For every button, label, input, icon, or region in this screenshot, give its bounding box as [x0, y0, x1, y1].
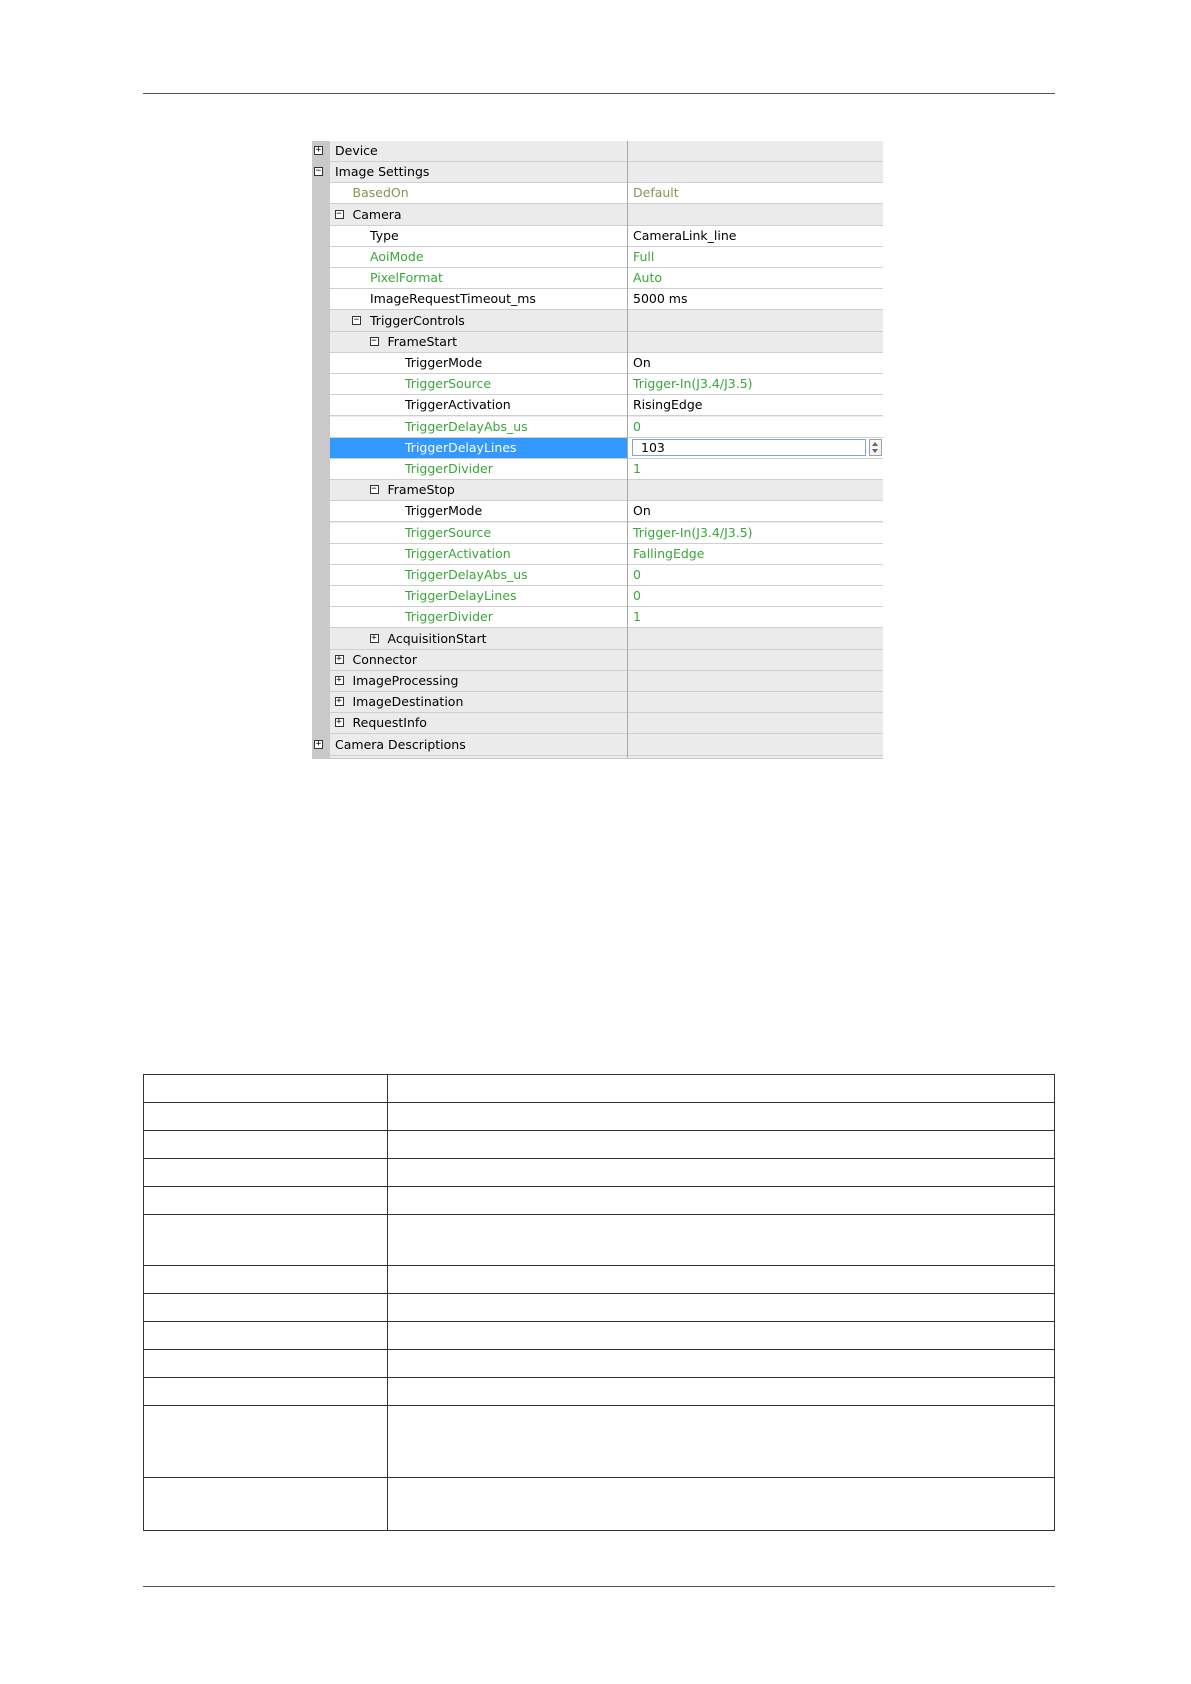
table-row: [144, 1266, 1055, 1294]
collapse-icon[interactable]: −: [353, 314, 360, 325]
property-row[interactable]: [330, 523, 883, 544]
property-row[interactable]: [330, 183, 883, 204]
table-row: [144, 1131, 1055, 1159]
expand-icon[interactable]: +: [315, 145, 322, 155]
table-cell-parameter: [144, 1187, 388, 1215]
expand-icon[interactable]: +: [336, 696, 342, 707]
table-row: [144, 1378, 1055, 1406]
table-cell-description: [388, 1294, 1055, 1322]
property-row[interactable]: [330, 501, 883, 522]
table-cell-description: [388, 1406, 1055, 1478]
category-row[interactable]: [330, 205, 883, 226]
table-cell-parameter: [144, 1406, 388, 1478]
table-cell-parameter: [144, 1378, 388, 1406]
property-name: TriggerDivider: [405, 609, 493, 625]
property-value[interactable]: 1: [633, 461, 641, 476]
collapse-icon[interactable]: −: [315, 166, 322, 177]
property-name: TriggerDelayAbs_us: [405, 418, 528, 434]
spin-down-icon[interactable]: [872, 449, 878, 453]
table-cell-description: [388, 1478, 1055, 1531]
property-value[interactable]: 0: [633, 588, 641, 604]
property-name: TriggerSource: [405, 524, 492, 540]
property-row[interactable]: [330, 289, 883, 310]
table-row: [144, 1103, 1055, 1131]
category-row[interactable]: [330, 713, 883, 734]
expand-icon[interactable]: +: [336, 717, 342, 728]
table-row: [144, 1406, 1055, 1478]
table-row: [144, 1187, 1055, 1215]
property-name: Camera: [352, 206, 402, 222]
table-row: [144, 1294, 1055, 1322]
property-value[interactable]: Trigger-In(J3.4/J3.5): [633, 524, 753, 540]
property-value[interactable]: CameraLink_line: [633, 227, 737, 243]
property-row[interactable]: [330, 544, 883, 565]
property-grid: [312, 141, 883, 759]
property-value[interactable]: Full: [633, 249, 655, 264]
property-row[interactable]: [330, 395, 883, 416]
property-name: TriggerDelayLines: [405, 439, 517, 455]
table-cell-description: [388, 1266, 1055, 1294]
property-value[interactable]: 5000 ms: [633, 291, 688, 307]
property-name: Connector: [352, 651, 417, 667]
property-row[interactable]: [330, 268, 883, 289]
value-edit-field[interactable]: [632, 439, 866, 456]
parameter-table: [143, 1074, 1055, 1531]
property-name: TriggerControls: [370, 312, 465, 328]
category-row[interactable]: [315, 162, 883, 183]
property-name: Camera Descriptions: [335, 736, 466, 752]
category-row[interactable]: [330, 671, 883, 692]
property-row[interactable]: [330, 565, 883, 586]
property-name: PixelFormat: [370, 270, 443, 286]
property-name: FrameStart: [387, 333, 457, 349]
category-row[interactable]: [330, 480, 883, 501]
table-cell-description: [388, 1322, 1055, 1350]
property-value[interactable]: RisingEdge: [633, 397, 703, 413]
property-row[interactable]: [330, 438, 883, 459]
property-name: AcquisitionStart: [387, 630, 487, 646]
category-row[interactable]: [330, 629, 883, 650]
collapse-icon[interactable]: −: [371, 335, 377, 346]
property-row[interactable]: [330, 226, 883, 247]
property-name: TriggerActivation: [405, 397, 511, 413]
table-row: [144, 1350, 1055, 1378]
table-cell-description: [388, 1378, 1055, 1406]
table-row: [144, 1322, 1055, 1350]
table-cell-description: [388, 1215, 1055, 1266]
property-row[interactable]: [330, 459, 883, 480]
property-row[interactable]: [330, 607, 883, 628]
property-value[interactable]: Trigger-In(J3.4/J3.5): [633, 376, 753, 392]
property-name: ImageDestination: [352, 694, 464, 710]
table-row: [144, 1478, 1055, 1531]
category-row[interactable]: [330, 650, 883, 671]
property-row[interactable]: [330, 586, 883, 607]
category-row[interactable]: [315, 735, 883, 756]
category-row[interactable]: [330, 692, 883, 713]
table-cell-parameter: [144, 1322, 388, 1350]
collapse-icon[interactable]: −: [336, 208, 342, 219]
property-name: AoiMode: [370, 249, 424, 264]
property-name: TriggerActivation: [405, 545, 511, 561]
property-grid-column-divider[interactable]: [627, 141, 628, 758]
property-name: TriggerDelayAbs_us: [405, 567, 528, 582]
table-row: [144, 1075, 1055, 1103]
category-row[interactable]: [330, 311, 883, 332]
property-grid-margin: [312, 141, 330, 758]
table-row: [144, 1215, 1055, 1266]
category-row[interactable]: [315, 141, 883, 162]
table-cell-parameter: [144, 1159, 388, 1187]
table-cell-parameter: [144, 1294, 388, 1322]
table-cell-description: [388, 1075, 1055, 1103]
table-cell-description: [388, 1131, 1055, 1159]
property-name: TriggerDelayLines: [405, 588, 517, 604]
table-cell-parameter: [144, 1215, 388, 1266]
spin-up-icon[interactable]: [872, 442, 878, 446]
property-name: ImageRequestTimeout_ms: [370, 291, 536, 307]
property-value[interactable]: Default: [633, 185, 679, 201]
property-row[interactable]: [330, 247, 883, 268]
table-cell-description: [388, 1350, 1055, 1378]
value-spinner[interactable]: [869, 439, 882, 456]
property-row[interactable]: [330, 374, 883, 395]
table-cell-parameter: [144, 1131, 388, 1159]
property-value[interactable]: 1: [633, 609, 641, 625]
property-row[interactable]: [330, 353, 883, 374]
property-name: ImageProcessing: [352, 673, 459, 688]
table-cell-description: [388, 1159, 1055, 1187]
property-name: BasedOn: [352, 185, 409, 201]
table-cell-parameter: [144, 1350, 388, 1378]
expand-icon[interactable]: +: [315, 738, 322, 749]
header-rule: [143, 93, 1055, 94]
table-cell-parameter: [144, 1478, 388, 1531]
table-row: [144, 1159, 1055, 1187]
table-cell-parameter: [144, 1103, 388, 1131]
table-cell-description: [388, 1103, 1055, 1131]
property-name: TriggerMode: [405, 355, 483, 370]
property-value[interactable]: On: [633, 355, 651, 370]
property-name: Device: [335, 143, 378, 158]
property-name: TriggerMode: [405, 503, 483, 519]
property-value[interactable]: On: [633, 503, 651, 519]
property-value[interactable]: Auto: [633, 270, 663, 286]
property-name: RequestInfo: [352, 715, 427, 731]
property-value[interactable]: 0: [633, 418, 641, 434]
property-name: TriggerDivider: [405, 461, 493, 476]
collapse-icon[interactable]: −: [371, 484, 377, 495]
table-cell-parameter: [144, 1075, 388, 1103]
property-name: TriggerSource: [405, 376, 492, 392]
expand-icon[interactable]: +: [336, 653, 342, 664]
property-value: 103: [641, 439, 665, 455]
property-name: Type: [370, 227, 399, 243]
property-row[interactable]: [330, 417, 883, 438]
expand-icon[interactable]: +: [371, 632, 377, 643]
property-value[interactable]: FallingEdge: [633, 545, 705, 561]
expand-icon[interactable]: +: [336, 675, 342, 685]
category-row[interactable]: [330, 332, 883, 353]
property-value[interactable]: 0: [633, 567, 641, 582]
table-cell-description: [388, 1187, 1055, 1215]
property-name: Image Settings: [335, 164, 430, 180]
footer-rule: [143, 1586, 1055, 1587]
property-name: FrameStop: [387, 482, 455, 498]
table-cell-parameter: [144, 1266, 388, 1294]
